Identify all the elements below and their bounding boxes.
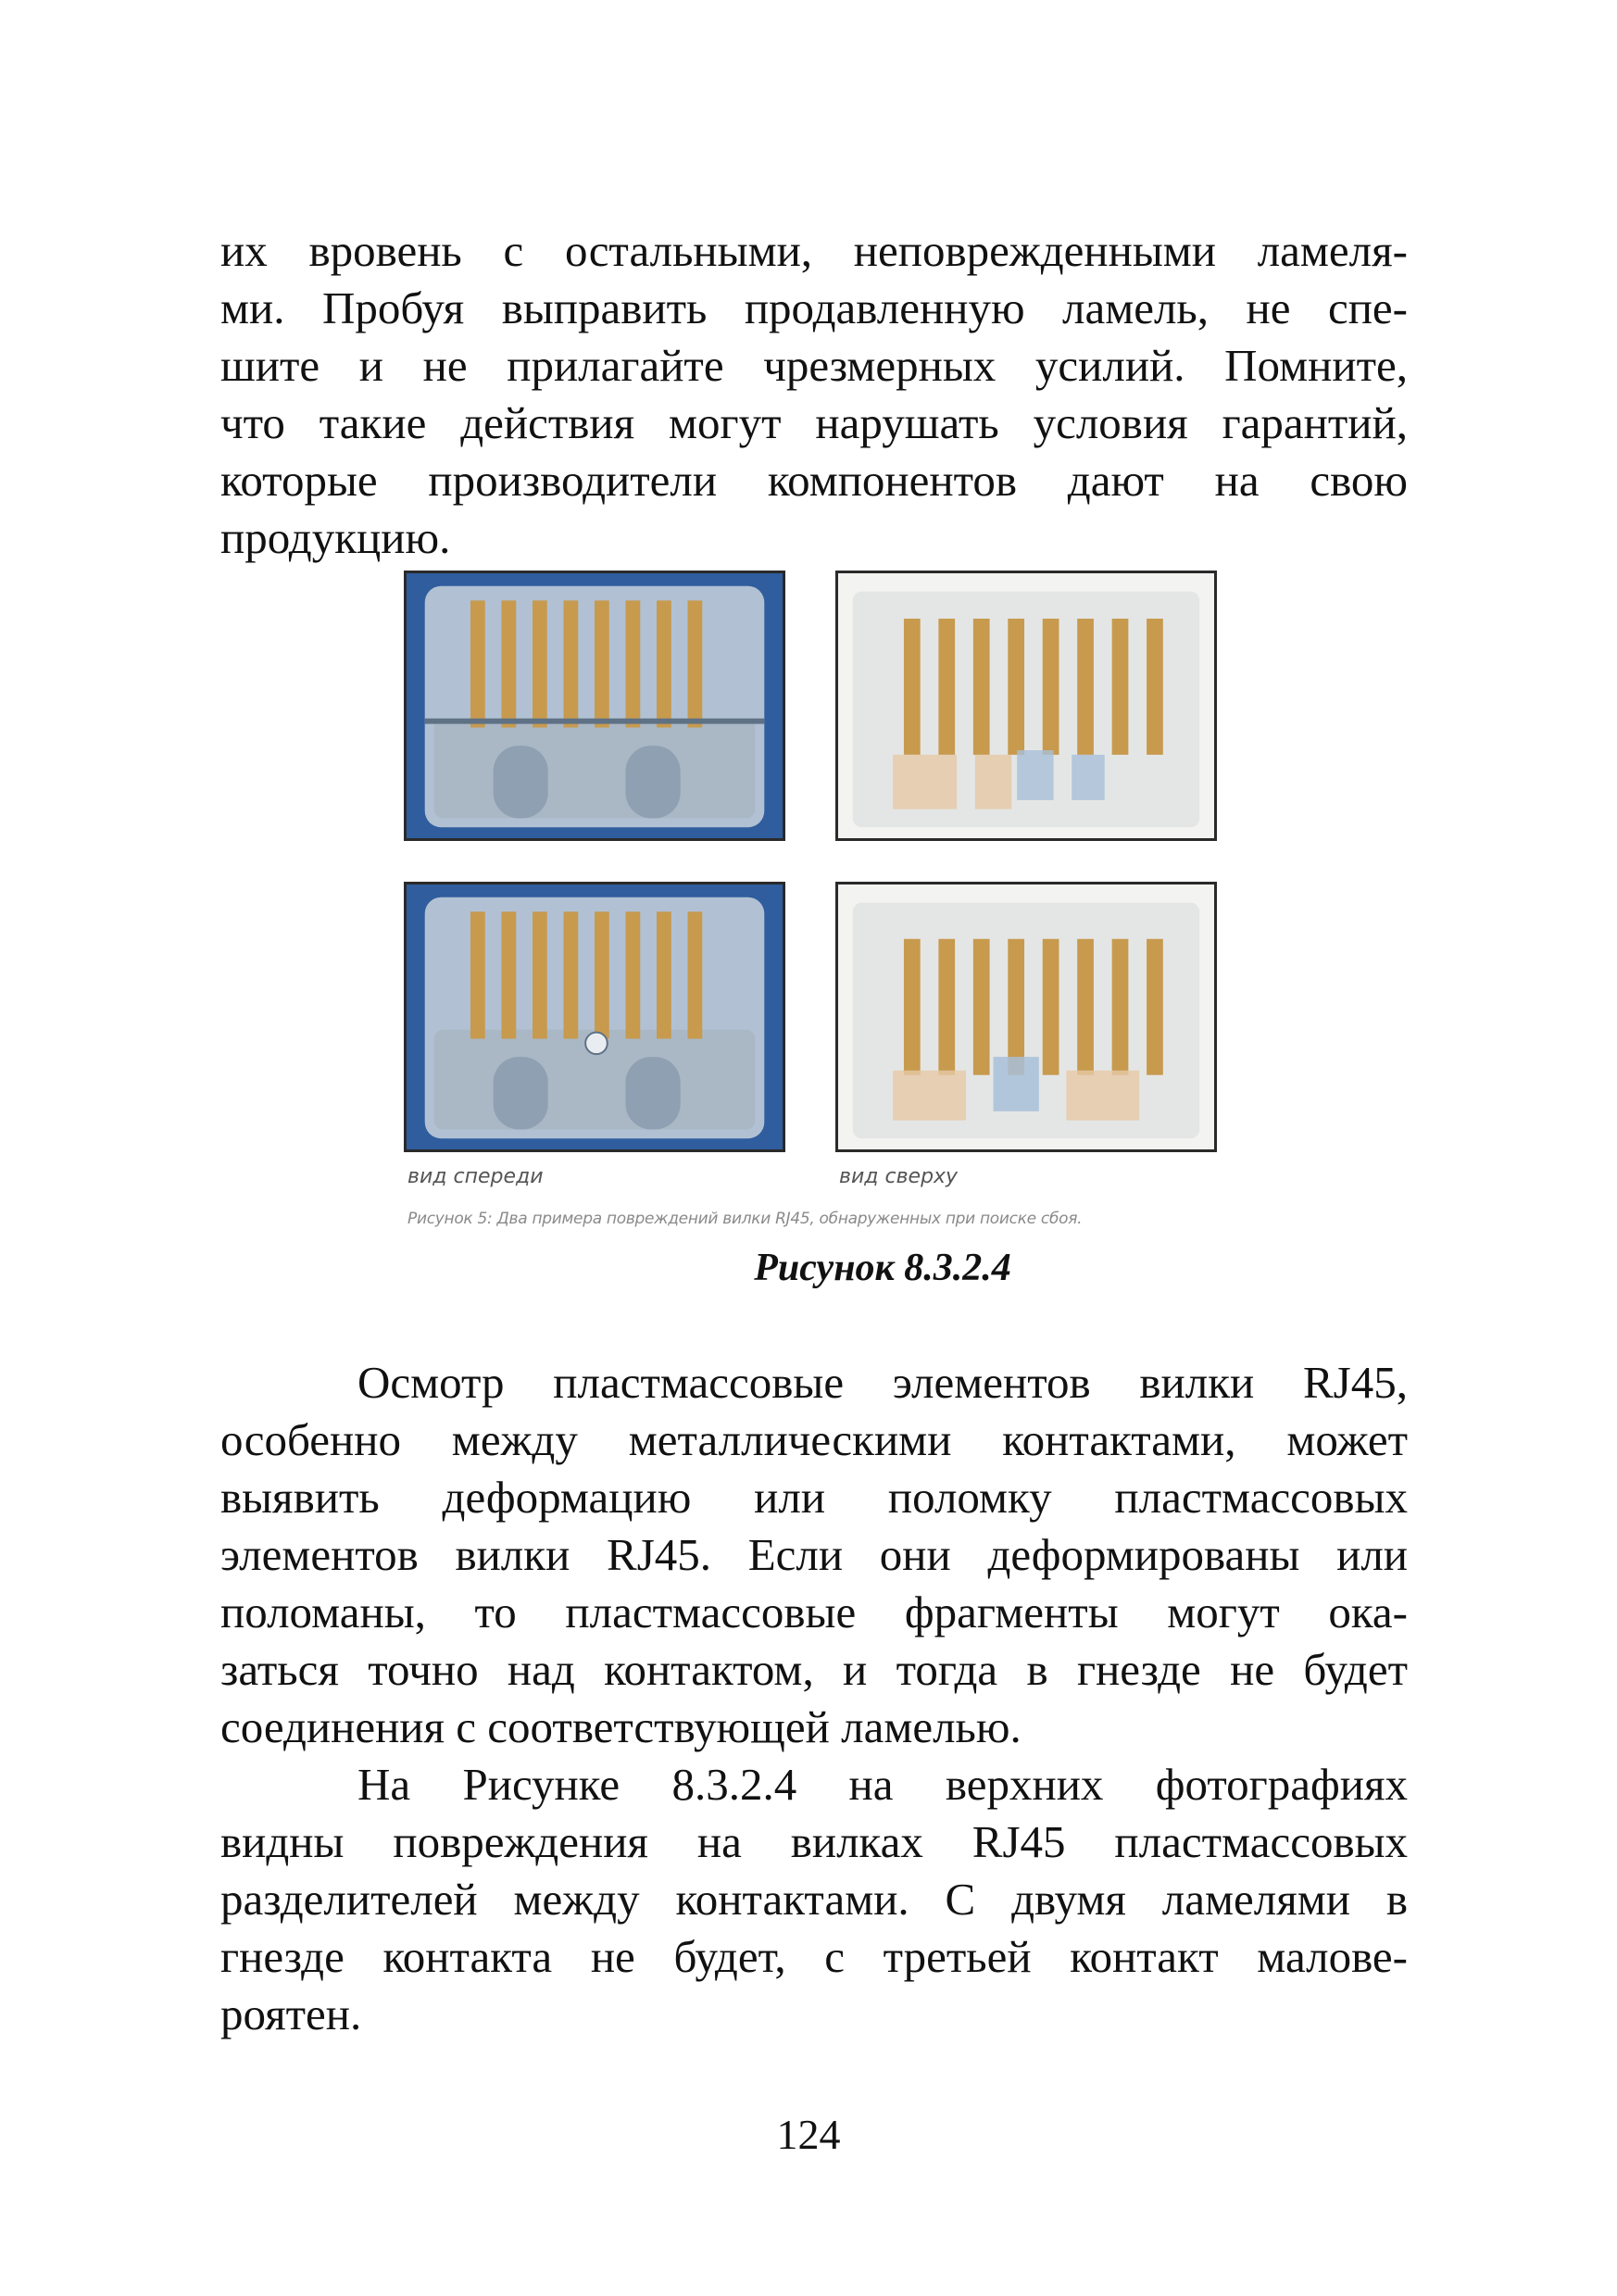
label-front-view: вид спереди — [407, 1165, 544, 1188]
text-line: поломаны, то пластмассовые фрагменты могут ока- — [220, 1587, 1408, 1637]
text-line: видны повреждения на вилках RJ45 пластмассовых — [220, 1816, 1408, 1867]
text-line: особенно между металлическими контактами, может — [220, 1414, 1408, 1465]
text-line: роятен. — [220, 1989, 362, 2039]
text-line: их вровень с остальными, неповрежденными ламеля- — [220, 225, 1408, 276]
text-line: шите и не прилагайте чрезмерных усилий. Помните, — [220, 340, 1408, 391]
photo-front-damaged-1 — [404, 571, 785, 841]
label-top-view: вид сверху — [839, 1165, 959, 1188]
photo-top-damaged-1 — [835, 571, 1217, 841]
figure-inner-caption: Рисунок 5: Два примера повреждений вилки RJ45, обнаруженных при поиске сбоя. — [407, 1210, 1083, 1228]
text-line: продукцию. — [220, 512, 451, 563]
text-line: разделителей между контактами. С двумя ламелями в — [220, 1874, 1408, 1925]
paragraph-figure-ref — [220, 1756, 1408, 2043]
paragraph-top — [220, 222, 1408, 567]
text-line: На Рисунке 8.3.2.4 на верхних фотографиях — [357, 1759, 1408, 1810]
photo-front-damaged-2 — [404, 882, 785, 1152]
text-line: выявить деформацию или поломку пластмассовых — [220, 1472, 1408, 1523]
text-line: что такие действия могут нарушать условия гарантий, — [220, 397, 1408, 448]
figure-caption: Рисунок 8.3.2.4 — [754, 1247, 1011, 1289]
page-number: 124 — [776, 2111, 841, 2158]
text-line: соединения с соответствующей ламелью. — [220, 1701, 1022, 1752]
text-line: ми. Пробуя выправить продавленную ламель, не спе- — [220, 282, 1408, 333]
text-line: Осмотр пластмассовые элементов вилки RJ45, — [357, 1357, 1408, 1408]
text-line: заться точно над контактом, и тогда в гнезде не будет — [220, 1644, 1408, 1695]
rj45-figure — [404, 571, 1219, 1256]
paragraph-inspection — [220, 1354, 1408, 1756]
text-line: гнезде контакта не будет, с третьей контакт малове- — [220, 1931, 1408, 1982]
text-line: элементов вилки RJ45. Если они деформированы или — [220, 1529, 1408, 1580]
text-line: которые производители компонентов дают на свою — [220, 455, 1408, 506]
photo-top-damaged-2 — [835, 882, 1217, 1152]
